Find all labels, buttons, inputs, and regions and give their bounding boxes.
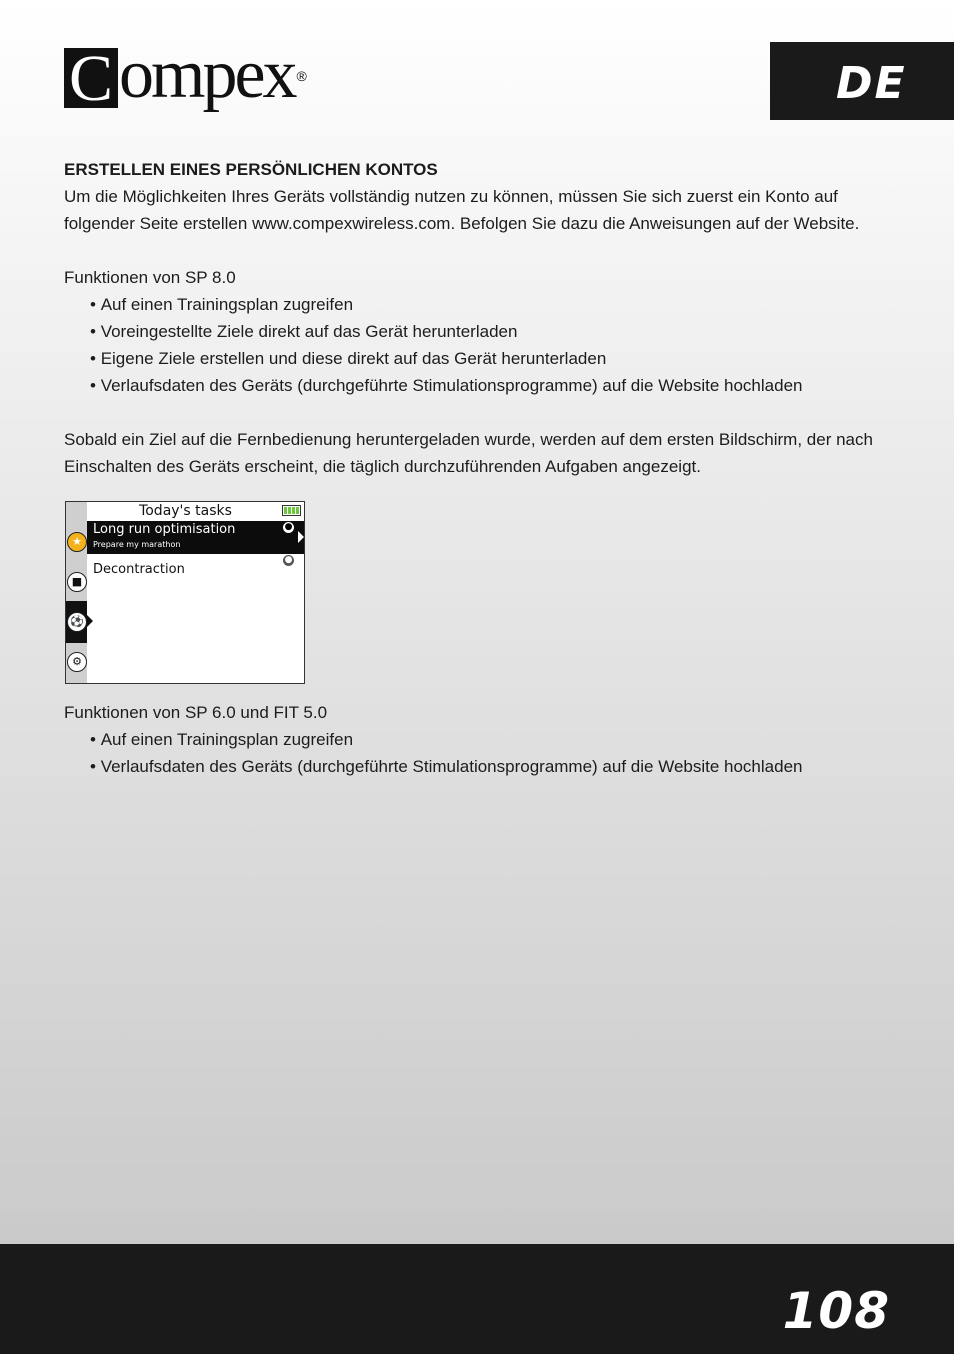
arrow-right-icon — [298, 531, 304, 543]
gear-icon: ⚙ — [67, 652, 87, 672]
list-item: • Auf einen Trainingsplan zugreifen — [90, 291, 894, 318]
page-number: 108 — [782, 1282, 890, 1340]
ball-icon: ⚽ — [67, 612, 87, 632]
battery-icon — [282, 505, 301, 516]
language-tab — [770, 42, 954, 120]
remote-paragraph: Sobald ein Ziel auf die Fernbedienung heruntergeladen wurde, werden auf dem ersten Bildschirm, der nach Einschalten des Geräts erscheint, die täglich durchzuführenden Aufgaben angezeigt. — [64, 430, 873, 476]
sp6-list — [64, 726, 894, 780]
list-item: • Auf einen Trainingsplan zugreifen — [90, 726, 894, 753]
secondary-content — [64, 699, 894, 780]
sp6-title: Funktionen von SP 6.0 und FIT 5.0 — [64, 703, 328, 722]
section-heading: ERSTELLEN EINES PERSÖNLICHEN KONTOS — [64, 160, 438, 179]
registered-mark: ® — [296, 68, 307, 84]
list-item: • Eigene Ziele erstellen und diese direkt auf das Gerät herunterladen — [90, 345, 894, 372]
language-label: DE — [836, 58, 907, 109]
task-name: Long run optimisation — [93, 522, 236, 537]
sp8-list — [64, 291, 894, 399]
intro-paragraph: Um die Möglichkeiten Ihres Geräts vollständig nutzen zu können, müssen Sie sich zuerst ein Konto auf folgender Seite erstellen www.compexwireless.com. Befolgen Sie dazu die Anweisungen auf der Website. — [64, 187, 860, 233]
sp8-title: Funktionen von SP 8.0 — [64, 268, 236, 287]
list-item: • Verlaufsdaten des Geräts (durchgeführte Stimulationsprogramme) auf die Website hochladen — [90, 753, 894, 780]
star-icon: ★ — [67, 532, 87, 552]
folder-icon: ■ — [67, 572, 87, 592]
status-icon: ● — [284, 555, 293, 565]
logo-wordmark: ompex — [119, 36, 295, 113]
task-subtitle: Prepare my marathon — [93, 540, 181, 549]
page-footer — [0, 1244, 954, 1354]
device-screen — [65, 501, 305, 684]
status-icon: ● — [284, 522, 293, 532]
task-row-selected — [87, 521, 304, 554]
screen-title: Today's tasks — [139, 503, 232, 519]
list-item: • Verlaufsdaten des Geräts (durchgeführte Stimulationsprogramme) auf die Website hochladen — [90, 372, 894, 399]
compex-logo — [64, 36, 307, 120]
main-content — [64, 156, 894, 480]
logo-initial: C — [64, 48, 118, 108]
list-item: • Voreingestellte Ziele direkt auf das Gerät herunterladen — [90, 318, 894, 345]
arrow-right-icon — [87, 615, 93, 627]
task-name: Decontraction — [93, 562, 185, 577]
